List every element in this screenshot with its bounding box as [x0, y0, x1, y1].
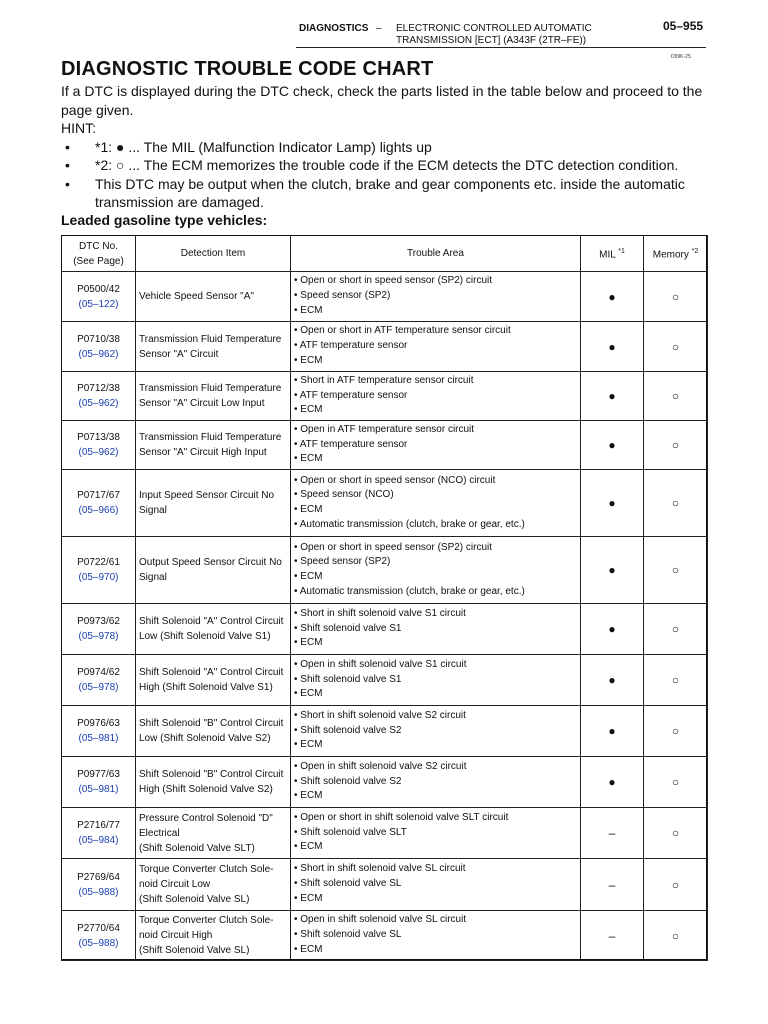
dtc-code-cell — [62, 272, 136, 322]
dtc-code-cell — [62, 372, 136, 421]
trouble-area-line: • ECM — [294, 790, 323, 802]
table-row — [62, 757, 708, 808]
detection-item-line: Sensor "A" Circuit Low Input — [139, 398, 265, 409]
mil-cell — [581, 372, 644, 421]
dtc-code: P0976/63 — [77, 718, 120, 729]
see-page-link[interactable]: (05–988) — [78, 886, 119, 898]
detection-item-line: High (Shift Solenoid Valve S1) — [139, 682, 273, 693]
detection-item-line: Transmission Fluid Temperature — [139, 383, 282, 394]
mil-cell — [581, 322, 644, 372]
header-subtitle — [396, 23, 636, 47]
memory-cell — [644, 604, 708, 655]
detection-item-cell — [136, 322, 291, 372]
table-row — [62, 655, 708, 706]
see-page-link[interactable]: (05–970) — [78, 572, 119, 583]
dtc-table — [61, 235, 708, 961]
trouble-area-cell — [291, 372, 581, 421]
mil-on-icon: ● — [608, 563, 616, 577]
memory-circle-icon: ○ — [671, 775, 680, 789]
memory-cell — [644, 808, 708, 859]
mil-cell — [581, 808, 644, 859]
trouble-area-cell — [291, 757, 581, 808]
detection-item-cell — [136, 911, 291, 961]
detection-item-line: Signal — [139, 505, 167, 516]
detection-item-cell — [136, 859, 291, 911]
detection-item-line: Low (Shift Solenoid Valve S1) — [139, 631, 271, 642]
detection-item-line: Shift Solenoid "B" Control Circuit — [139, 769, 284, 780]
detection-item-cell — [136, 470, 291, 537]
see-page-link[interactable]: (05–981) — [78, 733, 119, 744]
col-dtc-header-line1: DTC No. — [79, 240, 118, 252]
trouble-area-line: • ATF temperature sensor — [294, 340, 408, 352]
see-page-link[interactable]: (05–962) — [78, 398, 119, 409]
trouble-area-line: • ECM — [294, 637, 323, 649]
trouble-area-line: • ATF temperature sensor — [294, 389, 408, 401]
detection-item-cell — [136, 537, 291, 604]
dtc-code-cell — [62, 604, 136, 655]
detection-item-cell — [136, 372, 291, 421]
trouble-area-line: • Open or short in shift solenoid valve SLT circuit — [294, 811, 509, 823]
detection-item-line: Transmission Fluid Temperature — [139, 333, 282, 345]
doc-code: D99K-25 — [671, 54, 691, 60]
memory-circle-icon: ○ — [671, 724, 680, 738]
table-row — [62, 706, 708, 757]
memory-cell — [644, 322, 708, 372]
detection-item-line: Electrical — [139, 827, 180, 839]
detection-item-line: Pressure Control Solenoid "D" — [139, 812, 273, 824]
detection-item-line: Input Speed Sensor Circuit No — [139, 490, 275, 501]
bullet-icon: • — [65, 175, 70, 192]
trouble-area-line: • ECM — [294, 304, 323, 316]
table-row — [62, 911, 708, 961]
detection-item-line: (Shift Solenoid Valve SLT) — [139, 842, 255, 854]
detection-item-line: Torque Converter Clutch Sole- — [139, 915, 274, 926]
trouble-area-line: • ECM — [294, 571, 323, 582]
memory-circle-icon: ○ — [671, 826, 680, 840]
trouble-area-line: • Shift solenoid valve S1 — [294, 673, 402, 685]
trouble-area-cell — [291, 272, 581, 322]
dtc-code-cell — [62, 537, 136, 604]
mil-cell — [581, 757, 644, 808]
col-trouble-header: Trouble Area — [291, 236, 581, 272]
trouble-area-cell — [291, 859, 581, 911]
hint-item — [61, 138, 711, 157]
table-row — [62, 322, 708, 372]
memory-cell — [644, 757, 708, 808]
trouble-area-line: • Short in shift solenoid valve SL circuit — [294, 863, 466, 875]
see-page-link[interactable]: (05–966) — [78, 505, 119, 516]
table-row — [62, 808, 708, 859]
mil-on-icon: ● — [608, 339, 616, 354]
trouble-area-line: • Open or short in ATF temperature sensor circuit — [294, 325, 511, 337]
detection-item-line: Vehicle Speed Sensor "A" — [139, 291, 254, 302]
hint-text: *1: ● ... The MIL (Malfunction Indicator Lamp) lights up — [95, 138, 432, 155]
trouble-area-line: • ECM — [294, 404, 323, 416]
see-page-link[interactable]: (05–122) — [78, 298, 119, 310]
trouble-area-line: • Short in shift solenoid valve S2 circuit — [294, 709, 466, 721]
col-dtc-header — [62, 236, 136, 272]
mil-on-icon: ● — [608, 496, 616, 510]
memory-circle-icon: ○ — [671, 622, 680, 636]
dtc-code: P0973/62 — [77, 616, 120, 627]
trouble-area-line: • ECM — [294, 453, 323, 465]
memory-circle-icon: ○ — [671, 289, 680, 304]
mil-cell — [581, 655, 644, 706]
memory-cell — [644, 911, 708, 961]
dtc-code-cell — [62, 859, 136, 911]
col-mil-sup: *1 — [618, 248, 625, 256]
detection-item-cell — [136, 604, 291, 655]
memory-cell — [644, 470, 708, 537]
detection-item-line: Sensor "A" Circuit — [139, 348, 219, 360]
memory-circle-icon: ○ — [671, 339, 680, 354]
hint-text: *2: ○ ... The ECM memorizes the trouble code if the ECM detects the DTC detection condition. — [95, 157, 679, 173]
table-row — [62, 372, 708, 421]
table-row — [62, 272, 708, 322]
dtc-code-cell — [62, 706, 136, 757]
detection-item-cell — [136, 808, 291, 859]
table-row — [62, 470, 708, 537]
mil-cell — [581, 470, 644, 537]
mil-cell — [581, 706, 644, 757]
mil-cell — [581, 604, 644, 655]
dtc-code: P0717/67 — [77, 490, 120, 501]
memory-circle-icon: ○ — [671, 928, 680, 943]
trouble-area-line: • Short in shift solenoid valve S1 circuit — [294, 607, 466, 619]
memory-circle-icon: ○ — [671, 673, 680, 687]
trouble-area-line: • ECM — [294, 688, 323, 700]
detection-item-line: High (Shift Solenoid Valve S2) — [139, 784, 273, 795]
detection-item-line: noid Circuit High — [139, 930, 213, 941]
detection-item-line: noid Circuit Low — [139, 879, 211, 890]
trouble-area-cell — [291, 655, 581, 706]
hint-label: HINT: — [61, 120, 96, 136]
page-title: DIAGNOSTIC TROUBLE CODE CHART — [61, 58, 434, 80]
detection-item-line: Shift Solenoid "A" Control Circuit — [139, 616, 284, 627]
trouble-area-cell — [291, 322, 581, 372]
trouble-area-cell — [291, 706, 581, 757]
memory-circle-icon: ○ — [671, 563, 680, 577]
dtc-code: P2716/77 — [77, 820, 120, 831]
trouble-area-cell — [291, 470, 581, 537]
detection-item-line: (Shift Solenoid Valve SL) — [139, 945, 250, 956]
trouble-area-line: • Speed sensor (NCO) — [294, 489, 394, 501]
memory-cell — [644, 706, 708, 757]
dtc-code: P0712/38 — [77, 383, 120, 394]
header-subtitle-line1: ELECTRONIC CONTROLLED AUTOMATIC — [396, 23, 592, 34]
mil-on-icon: ● — [608, 438, 616, 452]
col-memory-header — [644, 236, 708, 272]
header-section: DIAGNOSTICS — [299, 23, 369, 34]
table-row — [62, 604, 708, 655]
memory-cell — [644, 655, 708, 706]
dtc-code: P0977/63 — [77, 769, 120, 780]
trouble-area-line: • ECM — [294, 504, 323, 515]
memory-cell — [644, 421, 708, 470]
bullet-icon: • — [65, 138, 70, 155]
detection-item-line: Signal — [139, 572, 167, 583]
memory-circle-icon: ○ — [671, 496, 680, 510]
memory-circle-icon: ○ — [671, 389, 680, 403]
bullet-icon: • — [65, 157, 70, 173]
mil-on-icon: ● — [608, 673, 616, 687]
trouble-area-cell — [291, 421, 581, 470]
trouble-area-line: • Automatic transmission (clutch, brake or gear, etc.) — [294, 585, 525, 597]
dtc-table-body — [62, 272, 708, 961]
trouble-area-line: • Shift solenoid valve S1 — [294, 622, 402, 634]
dtc-code: P0710/38 — [77, 333, 120, 345]
mil-on-icon: ● — [608, 289, 616, 304]
trouble-area-line: • ECM — [294, 943, 323, 955]
intro-text: If a DTC is displayed during the DTC check, check the parts listed in the table below and proceed to the page given. — [61, 83, 703, 118]
dtc-code: P0974/62 — [77, 667, 120, 678]
dtc-code-cell — [62, 470, 136, 537]
trouble-area-line: • Shift solenoid valve S2 — [294, 775, 402, 787]
detection-item-cell — [136, 655, 291, 706]
mil-cell — [581, 272, 644, 322]
mil-on-icon: ● — [608, 775, 616, 789]
see-page-link[interactable]: (05–962) — [78, 447, 119, 458]
mil-cell — [581, 537, 644, 604]
dtc-code-cell — [62, 757, 136, 808]
memory-circle-icon: ○ — [671, 438, 680, 452]
header-subtitle-line2: TRANSMISSION [ECT] (A343F (2TR–FE)) — [396, 35, 587, 46]
detection-item-cell — [136, 272, 291, 322]
header-rule — [296, 47, 706, 48]
see-page-link[interactable]: (05–984) — [78, 835, 119, 846]
detection-item-line: Transmission Fluid Temperature — [139, 432, 282, 443]
mil-on-icon: ● — [608, 622, 616, 636]
trouble-area-cell — [291, 808, 581, 859]
page-number: 05–955 — [663, 19, 704, 33]
col-memory-sup: *2 — [691, 248, 699, 256]
see-page-link[interactable]: (05–988) — [78, 937, 119, 949]
trouble-area-line: • Shift solenoid valve SL — [294, 929, 402, 941]
trouble-area-line: • Shift solenoid valve S2 — [294, 724, 402, 736]
dtc-code-cell — [62, 421, 136, 470]
mil-cell — [581, 911, 644, 961]
mil-none-icon: – — [608, 826, 616, 840]
mil-cell — [581, 421, 644, 470]
detection-item-line: Output Speed Sensor Circuit No — [139, 557, 282, 568]
memory-cell — [644, 372, 708, 421]
section-title: Leaded gasoline type vehicles: — [61, 212, 268, 228]
trouble-area-line: • Open in shift solenoid valve S1 circuit — [294, 658, 467, 670]
hint-text: This DTC may be output when the clutch, brake and gear components etc. inside the automatic transmission are damaged. — [95, 175, 685, 210]
col-detection-header: Detection Item — [136, 236, 291, 272]
col-memory-label: Memory — [652, 249, 689, 261]
dtc-code-cell — [62, 911, 136, 961]
detection-item-cell — [136, 706, 291, 757]
memory-circle-icon: ○ — [671, 877, 680, 892]
detection-item-line: (Shift Solenoid Valve SL) — [139, 894, 250, 905]
header-dash: – — [376, 23, 382, 34]
see-page-link[interactable]: (05–981) — [78, 784, 119, 795]
mil-none-icon: – — [608, 928, 616, 943]
trouble-area-line: • ECM — [294, 354, 323, 366]
trouble-area-line: • Open in ATF temperature sensor circuit — [294, 423, 475, 435]
table-row — [62, 421, 708, 470]
trouble-area-line: • Shift solenoid valve SL — [294, 878, 402, 890]
trouble-area-cell — [291, 604, 581, 655]
table-row — [62, 537, 708, 604]
dtc-code-cell — [62, 655, 136, 706]
trouble-area-line: • Short in ATF temperature sensor circuit — [294, 374, 474, 386]
col-mil-label: MIL — [599, 249, 616, 261]
see-page-link[interactable]: (05–978) — [78, 631, 119, 642]
trouble-area-line: • Open in shift solenoid valve S2 circuit — [294, 760, 467, 772]
dtc-code-cell — [62, 808, 136, 859]
dtc-code: P0500/42 — [77, 283, 120, 295]
detection-item-cell — [136, 421, 291, 470]
trouble-area-cell — [291, 537, 581, 604]
hint-item — [61, 156, 711, 175]
table-row — [62, 859, 708, 911]
col-mil-header — [581, 236, 644, 272]
trouble-area-line: • Shift solenoid valve SLT — [294, 826, 407, 838]
trouble-area-line: • ECM — [294, 892, 323, 904]
see-page-link[interactable]: (05–978) — [78, 682, 119, 693]
detection-item-line: Torque Converter Clutch Sole- — [139, 864, 274, 875]
mil-cell — [581, 859, 644, 911]
memory-cell — [644, 272, 708, 322]
detection-item-line: Shift Solenoid "A" Control Circuit — [139, 667, 284, 678]
dtc-code: P0713/38 — [77, 432, 120, 443]
memory-cell — [644, 537, 708, 604]
detection-item-line: Shift Solenoid "B" Control Circuit — [139, 718, 284, 729]
trouble-area-line: • Open or short in speed sensor (NCO) circuit — [294, 474, 496, 486]
mil-on-icon: ● — [608, 724, 616, 738]
detection-item-line: Low (Shift Solenoid Valve S2) — [139, 733, 271, 744]
trouble-area-cell — [291, 911, 581, 961]
trouble-area-line: • Speed sensor (SP2) — [294, 556, 391, 568]
trouble-area-line: • Speed sensor (SP2) — [294, 290, 391, 302]
memory-cell — [644, 859, 708, 911]
mil-none-icon: – — [608, 877, 616, 892]
dtc-code: P2769/64 — [77, 871, 120, 883]
hint-item — [61, 175, 711, 212]
trouble-area-line: • Automatic transmission (clutch, brake or gear, etc.) — [294, 518, 525, 530]
dtc-code: P0722/61 — [77, 557, 120, 568]
detection-item-line: Sensor "A" Circuit High Input — [139, 447, 267, 458]
trouble-area-line: • ATF temperature sensor — [294, 438, 408, 450]
table-header-row — [62, 236, 708, 272]
mil-on-icon: ● — [608, 389, 616, 403]
see-page-link[interactable]: (05–962) — [78, 348, 119, 360]
trouble-area-line: • Open or short in speed sensor (SP2) circuit — [294, 275, 493, 287]
dtc-code-cell — [62, 322, 136, 372]
col-dtc-header-line2: (See Page) — [73, 255, 124, 267]
intro-block — [61, 82, 711, 212]
trouble-area-line: • Open or short in speed sensor (SP2) circuit — [294, 541, 493, 553]
detection-item-cell — [136, 757, 291, 808]
trouble-area-line: • ECM — [294, 841, 323, 853]
trouble-area-line: • Open in shift solenoid valve SL circuit — [294, 914, 467, 926]
dtc-code: P2770/64 — [77, 922, 120, 934]
trouble-area-line: • ECM — [294, 739, 323, 751]
hint-list — [61, 138, 711, 212]
